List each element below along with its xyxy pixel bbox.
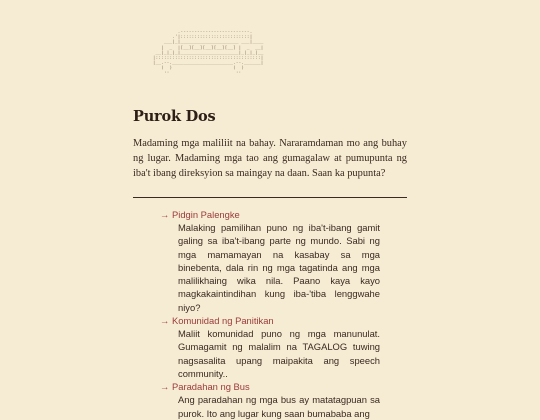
story-intro: Madaming mga maliliit na bahay. Nararamdaman mo ang buhay ng lugar. Madaming mga tao ang gumagalaw at pumupunta ng iba't ibang direksyion sa maingay na daan. Saan ka pupunta? [133, 138, 407, 179]
choice-item [160, 208, 380, 314]
arrow-right-icon: → [160, 315, 170, 327]
jeepney-ascii-art: .-------------------------. .'|:::::::::::::::::::::::::| ___|_|_____________________ ___|____ | _ |[__][__][__][__][__] | _ __| __|_|_|_|_____________________|_|_|_|__ |::::::::::::::::::::::::::::::::::::::| |__.--.______________________.--.______| ( ) ( ) '' '' [152, 30, 264, 77]
choice-description: Maliit komunidad puno ng mga manunulat. Gumagamit ng malalim na TAGALOG tuwing nagsasalita upang maipakita ang speech community.. [178, 328, 380, 379]
arrow-right-icon: → [160, 381, 170, 393]
choice-description: Ang paradahan ng mga bus ay matatagpuan sa purok. Ito ang lugar kung saan bumababa ang [178, 394, 380, 419]
choice-link-paradahan-ng-bus[interactable] [160, 380, 380, 393]
choice-label: Pidgin Palengke [172, 209, 240, 220]
choice-link-pidgin-palengke[interactable] [160, 208, 380, 221]
page-title: Purok Dos [133, 108, 216, 125]
choice-item [160, 314, 380, 380]
choice-item [160, 380, 380, 420]
choice-label: Komunidad ng Panitikan [172, 315, 274, 327]
choice-label: Paradahan ng Bus [172, 381, 250, 393]
divider [133, 197, 407, 198]
choice-description: Malaking pamilihan puno ng iba't-ibang gamit galing sa iba't-ibang parte ng mundo. Sabi ng mga mamamayan na kasabay sa mga binebenta, dala rin ng mga tagatinda ang mga malilikhaing wika nila. Paano kaya kayo magkakaintindihan kung iba-'tiba lenggwahe niyo? [178, 222, 380, 313]
choice-link-komunidad-ng-panitikan[interactable] [160, 314, 380, 327]
arrow-right-icon: → [160, 209, 170, 220]
choice-list [160, 208, 380, 420]
